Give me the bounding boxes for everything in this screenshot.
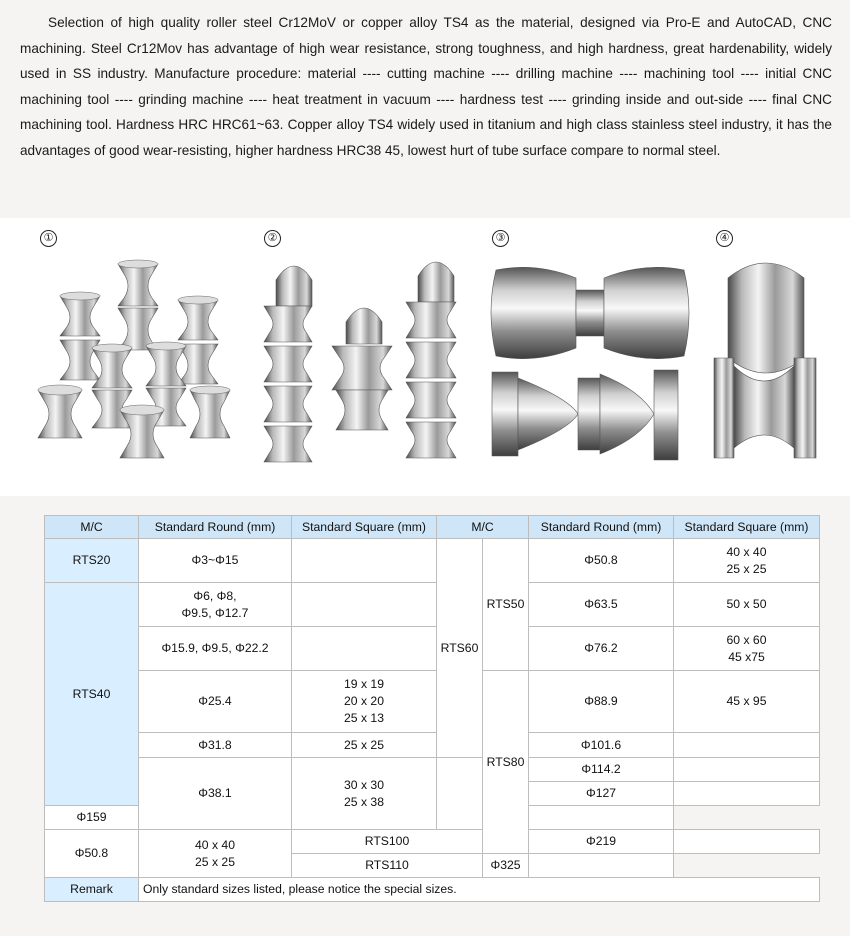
photo-1	[30, 226, 240, 486]
cell-round: Φ159	[45, 806, 139, 830]
header-round: Standard Round (mm)	[139, 516, 292, 539]
cell-round: Φ219	[529, 830, 674, 854]
cell-square	[292, 627, 437, 671]
cell-square	[292, 671, 437, 733]
cell-square	[292, 758, 437, 830]
cell-empty	[437, 758, 483, 830]
table-header-row	[45, 516, 820, 539]
cell-round: Φ88.9	[529, 671, 674, 733]
cell-round: Φ76.2	[529, 627, 674, 671]
cell-round: Φ101.6	[529, 733, 674, 758]
cell-square-line: 20 x 20	[344, 694, 384, 708]
cell-square-line: 45 x75	[728, 649, 765, 664]
cell-square-line: 60 x 60	[726, 632, 767, 647]
roller-stacks-image	[254, 250, 464, 480]
model-rts50: RTS50	[483, 539, 529, 671]
square-roll-image	[706, 250, 826, 480]
model-rts80: RTS80	[483, 671, 529, 854]
cell-square	[529, 854, 674, 878]
photo-number: ④	[716, 230, 733, 247]
cell-square	[674, 758, 820, 782]
cell-square-line: 19 x 19	[344, 677, 384, 691]
table-row	[45, 758, 820, 782]
cell-round: Φ3~Φ15	[139, 539, 292, 583]
header-mc-2: M/C	[437, 516, 529, 539]
model-rts20: RTS20	[45, 539, 139, 583]
cell-square-line: 25 x 13	[344, 711, 384, 725]
photo-3	[482, 226, 692, 486]
cell-round: Φ50.8	[529, 539, 674, 583]
photo-number: ②	[264, 230, 281, 247]
header-round-2: Standard Round (mm)	[529, 516, 674, 539]
cell-square	[674, 830, 820, 854]
cell-round	[139, 583, 292, 627]
cell-square-line: 40 x 40	[195, 837, 235, 852]
cell-square	[529, 806, 674, 830]
table-row	[45, 830, 820, 854]
remark-label: Remark	[45, 878, 139, 902]
cell-square	[674, 733, 820, 758]
photo-number: ①	[40, 230, 57, 247]
cell-square	[292, 539, 437, 583]
table-row	[45, 583, 820, 627]
header-mc: M/C	[45, 516, 139, 539]
cell-round: Φ31.8	[139, 733, 292, 758]
remark-row	[45, 878, 820, 902]
cell-round: Φ127	[529, 782, 674, 806]
intro-section	[0, 0, 850, 218]
spec-section	[0, 496, 850, 936]
cell-square-line: 25 x 38	[344, 794, 384, 809]
cell-round: Φ25.4	[139, 671, 292, 733]
cell-square	[139, 830, 292, 878]
cell-round: Φ114.2	[529, 758, 674, 782]
model-rts110: RTS110	[292, 854, 483, 878]
table-row	[45, 627, 820, 671]
cell-round-line: Φ6, Φ8,	[193, 588, 237, 603]
cell-square	[292, 583, 437, 627]
cell-square: 45 x 95	[674, 671, 820, 733]
cell-square-line: 25 x 25	[726, 561, 767, 576]
cell-round: Φ63.5	[529, 583, 674, 627]
cell-square: 25 x 25	[292, 733, 437, 758]
table-row	[45, 733, 820, 758]
photo-number: ③	[492, 230, 509, 247]
remark-text: Only standard sizes listed, please notice the special sizes.	[139, 878, 820, 902]
header-square: Standard Square (mm)	[292, 516, 437, 539]
forming-rolls-image	[482, 250, 692, 480]
model-rts100: RTS100	[292, 830, 483, 854]
table-row	[45, 671, 820, 733]
cell-square-line: 40 x 40	[726, 544, 767, 559]
cell-round: Φ38.1	[139, 758, 292, 830]
cell-round: Φ15.9, Φ9.5, Φ22.2	[139, 627, 292, 671]
cell-round-line: Φ9.5, Φ12.7	[181, 605, 249, 620]
model-rts40: RTS40	[45, 583, 139, 806]
cell-round: Φ325	[483, 854, 529, 878]
spec-table	[44, 515, 820, 902]
table-row	[45, 539, 820, 583]
cell-square	[674, 627, 820, 671]
cell-round: Φ50.8	[45, 830, 139, 878]
cell-square-line: 25 x 25	[195, 854, 235, 869]
rollers-group-image	[30, 250, 240, 480]
photo-2	[254, 226, 464, 486]
cell-square: 50 x 50	[674, 583, 820, 627]
cell-square	[674, 539, 820, 583]
product-photos	[0, 218, 850, 496]
photo-4	[706, 226, 826, 486]
cell-square	[674, 782, 820, 806]
header-square-2: Standard Square (mm)	[674, 516, 820, 539]
intro-paragraph: Selection of high quality roller steel Cr12MoV or copper alloy TS4 as the material, designed via Pro-E and AutoCAD, CNC machining. Steel Cr12Mov has advantage of high wear resistance, strong toughness, and high hardness, great hardenability, widely used in SS industry. Manufacture procedure: material ---- cutting machine ---- drilling machine ---- machining tool ---- initial CNC machining tool ---- grinding machine ---- heat treatment in vacuum ---- hardness test ---- grinding inside and out-side ---- final CNC machining tool. Hardness HRC HRC61~63. Copper alloy TS4 widely used in titanium and high class stainless steel industry, it has the advantages of good wear-resisting, higher hardness HRC38 45, lowest hurt of tube surface compare to normal steel.	[20, 15, 832, 158]
model-rts60: RTS60	[437, 539, 483, 758]
cell-square-line: 30 x 30	[344, 777, 384, 792]
